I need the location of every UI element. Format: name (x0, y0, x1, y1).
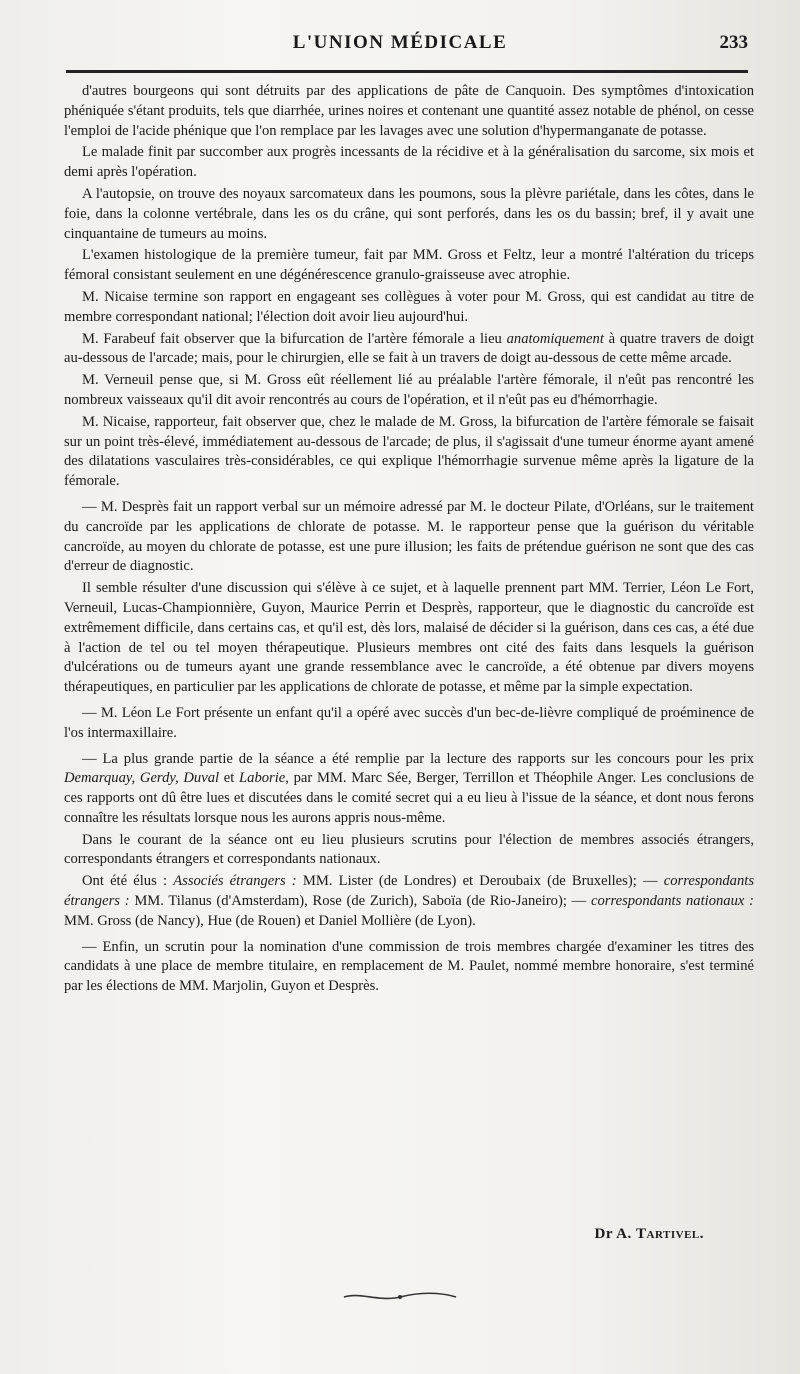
running-head: L'UNION MÉDICALE (292, 32, 508, 53)
signature-prefix: Dr A. (594, 1226, 636, 1242)
paragraph: L'examen histologique de la première tumeur, fait par MM. Gross et Feltz, leur a montré l'altération du triceps fémoral consistant seulement en une dégénérescence granulo-graisseuse avec atrophie. (64, 247, 754, 284)
paragraph-text: MM. Tilanus (d'Amsterdam), Rose (de Zurich), Saboïa (de Rio-Janeiro); — (129, 893, 591, 910)
paragraph (64, 872, 754, 931)
page-number: 233 (719, 32, 748, 53)
italic-text: correspondants étrangers : (64, 873, 754, 910)
signature-name: Tartivel. (636, 1226, 704, 1242)
italic-text: Laborie (239, 770, 286, 787)
paragraph-text: , par MM. Marc Sée, Berger, Terrillon et Théophile Anger. Les conclusions de ces rapports ont dû être lues et discutées dans le comité secret qui a eu lieu à l'issue de la séance, et dont nous ferons connaître les résultats lorsque nous les aurons appris nous-même. (64, 770, 754, 826)
paragraph: M. Nicaise, rapporteur, fait observer que, chez le malade de M. Gross, la bifurcation de l'artère fémorale se faisait sur un point très-élevé, immédiatement au-dessous de l'arcade; de plus, il s'agissait d'une tumeur énorme ayant amené des dilatations vasculaires très-considérables, ce qui explique l'hémorrhagie survenue même après la ligature de la fémorale. (64, 413, 754, 490)
paragraph (64, 330, 754, 370)
paragraph (64, 750, 754, 829)
paragraph: — M. Desprès fait un rapport verbal sur un mémoire adressé par M. le docteur Pilate, d'Orléans, sur le traitement du cancroïde par les applications de chlorate de potasse. M. le rapporteur pense que la guérison du véritable cancroïde, au moyen du chlorate de potasse, est une pure illusion; les faits de prétendue guérison ne sont que des cas d'erreur de diagnostic. (64, 498, 754, 575)
paragraph: Dans le courant de la séance ont eu lieu plusieurs scrutins pour l'élection de membres associés étrangers, correspondants étrangers et correspondants nationaux. (64, 831, 754, 868)
italic-text: correspondants nationaux : (591, 893, 754, 910)
paragraph: Il semble résulter d'une discussion qui s'élève à ce sujet, et à laquelle prennent part MM. Terrier, Léon Le Fort, Verneuil, Lucas-Championnière, Guyon, Maurice Perrin et Desprès, rapporteur, que le diagnostic du cancroïde est extrêmement difficile, dans certains cas, et qu'il est, dès lors, malaisé de décider si la guérison, dans ces cas, a été due à l'action de tel ou tel moyen thérapeutique. Plusieurs membres ont cité des faits dans lesquels la guérison d'ulcérations ou de tumeurs ayant une grande ressemblance avec le cancroïde, a été obtenue par divers moyens thérapeutiques, en particulier par les applications de chlorate de potasse, et même par la simple expectation. (64, 580, 754, 696)
paragraph-text: Ont été élus : (82, 873, 174, 890)
paragraph-text: MM. Gross (de Nancy), Hue (de Rouen) et Daniel Mollière (de Lyon). (64, 912, 476, 929)
paragraph-text: à quatre travers de doigt au-dessous de l'arcade; mais, pour le chirurgien, elle se fait à un travers de doigt au-dessous de cette même arcade. (64, 330, 755, 367)
paragraph-text: M. Farabeuf fait observer que la bifurcation de l'artère fémorale a lieu (82, 330, 507, 347)
page-header (0, 32, 800, 66)
paragraph: M. Nicaise termine son rapport en engageant ses collègues à voter pour M. Gross, qui est candidat au titre de membre correspondant national; l'élection doit avoir lieu aujourd'hui. (64, 288, 754, 325)
paragraph: — M. Léon Le Fort présente un enfant qu'il a opéré avec succès d'un bec-de-lièvre compliqué de proéminence de l'os intermaxillaire. (64, 704, 754, 741)
paragraph-text: et (219, 770, 240, 787)
article-body (64, 82, 754, 999)
italic-text: anatomiquement (506, 330, 604, 347)
paragraph-text: — La plus grande partie de la séance a été remplie par la lecture des rapports sur les concours pour les prix (82, 750, 754, 767)
paragraph: d'autres bourgeons qui sont détruits par des applications de pâte de Canquoin. Des symptômes d'intoxication phéniquée s'étant produits, tels que diarrhée, urines noires et contenant une quantité assez notable de phénol, on cesse l'emploi de l'acide phénique que l'on remplace par les lavages avec une solution d'hypermanganate de potasse. (64, 83, 754, 139)
header-rule (66, 70, 748, 73)
author-signature (595, 1226, 704, 1243)
end-ornament (340, 1290, 460, 1304)
italic-text: Associés étrangers : (173, 873, 297, 890)
paragraph-text: MM. Lister (de Londres) et Deroubaix (de Bruxelles); — (296, 873, 664, 890)
paragraph: — Enfin, un scrutin pour la nomination d'une commission de trois membres chargée d'examiner les titres des candidats à une place de membre titulaire, en remplacement de M. Paulet, nommé membre honoraire, s'est terminé par les élections de MM. Marjolin, Guyon et Desprès. (64, 938, 754, 995)
paragraph: A l'autopsie, on trouve des noyaux sarcomateux dans les poumons, sous la plèvre pariétale, dans les côtes, dans le foie, dans la colonne vertébrale, dans les os du crâne, qui sont perforés, dans les os du bassin; bref, il y avait une cinquantaine de tumeurs au moins. (64, 185, 754, 242)
paragraph: M. Verneuil pense que, si M. Gross eût réellement lié au préalable l'artère fémorale, il n'eût pas rencontré les nombreux vaisseaux qu'il dit avoir rencontrés au cours de l'opération, et il n'eût pas eu d'hémorrhagie. (64, 372, 754, 408)
paragraph: Le malade finit par succomber aux progrès incessants de la récidive et à la généralisation du sarcome, six mois et demi après l'opération. (64, 144, 754, 181)
italic-text: Demarquay, Gerdy, Duval (64, 770, 220, 787)
